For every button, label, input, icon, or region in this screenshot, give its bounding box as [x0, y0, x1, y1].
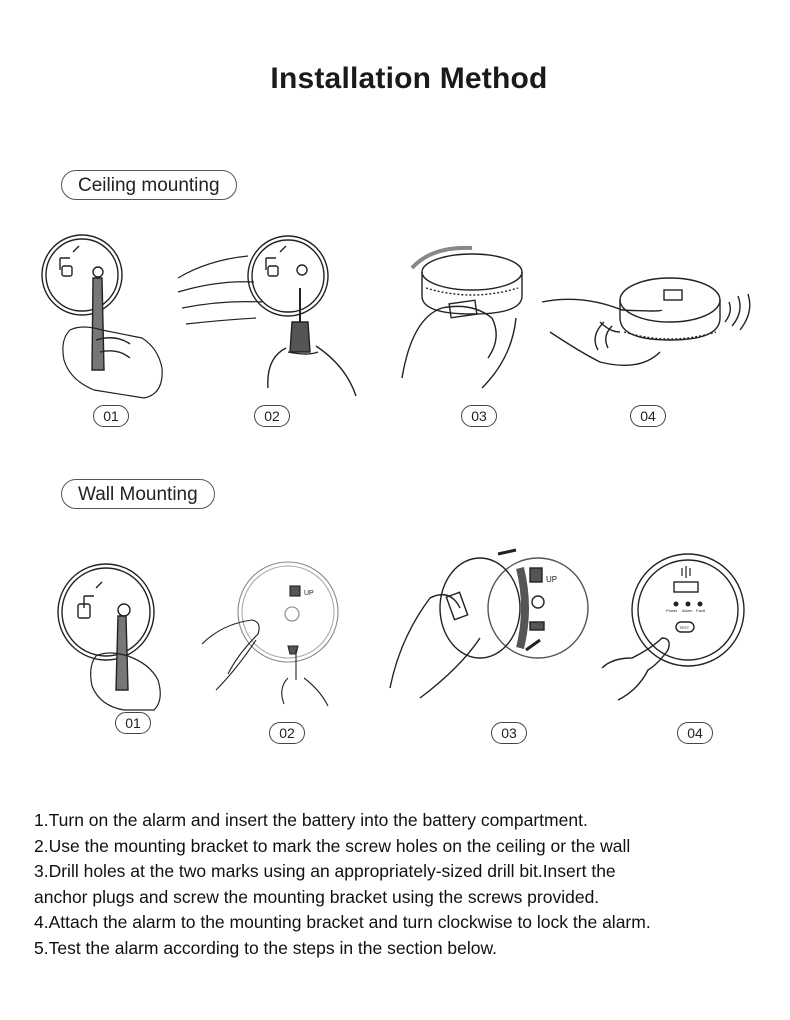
ceiling-step-02-badge: 02	[254, 405, 290, 427]
ceiling-step-04-badge: 04	[630, 405, 666, 427]
instruction-line-3: 3.Drill holes at the two marks using an appropriately-sized drill bit.Insert the	[34, 861, 616, 881]
wall-step-01-badge: 01	[115, 712, 151, 734]
ceiling-step-03-illustration	[392, 238, 532, 398]
ceiling-step-01-illustration	[40, 230, 180, 400]
wall-step-03-badge: 03	[491, 722, 527, 744]
wall-step-02-illustration	[192, 560, 352, 710]
led-label-power: Power	[666, 608, 678, 613]
ceiling-mounting-label: Ceiling mounting	[61, 170, 237, 200]
ceiling-step-01-badge: 01	[93, 405, 129, 427]
ceiling-step-02-illustration	[176, 228, 366, 403]
wall-step-03-illustration	[380, 548, 600, 708]
wall-step-02-badge: 02	[269, 722, 305, 744]
led-label-fault: Fault	[696, 608, 705, 613]
test-button-label: TEST	[679, 625, 690, 630]
wall-step-04-badge: 04	[677, 722, 713, 744]
instruction-line-3-cont: anchor plugs and screw the mounting bracket using the screws provided.	[34, 886, 600, 907]
wall-step-04-illustration	[596, 548, 756, 708]
instruction-line-5: 5.Test the alarm according to the steps in the section below.	[34, 937, 498, 958]
ceiling-step-04-illustration	[540, 272, 755, 372]
instructions-list	[34, 808, 774, 961]
instruction-line-4: 4.Attach the alarm to the mounting bracket and turn clockwise to lock the alarm.	[34, 912, 651, 932]
instruction-line-1: 1.Turn on the alarm and insert the battery into the battery compartment.	[34, 810, 588, 830]
page-title: Installation Method	[270, 62, 548, 95]
wall-step-01-illustration	[48, 560, 188, 720]
ceiling-step-03-badge: 03	[461, 405, 497, 427]
up-label: UP	[304, 590, 314, 597]
led-label-alarm: Alarm	[682, 608, 693, 613]
wall-mounting-label: Wall Mounting	[61, 479, 215, 509]
up-label-2: UP	[546, 575, 558, 584]
instruction-line-2: 2.Use the mounting bracket to mark the screw holes on the ceiling or the wall	[34, 835, 631, 856]
